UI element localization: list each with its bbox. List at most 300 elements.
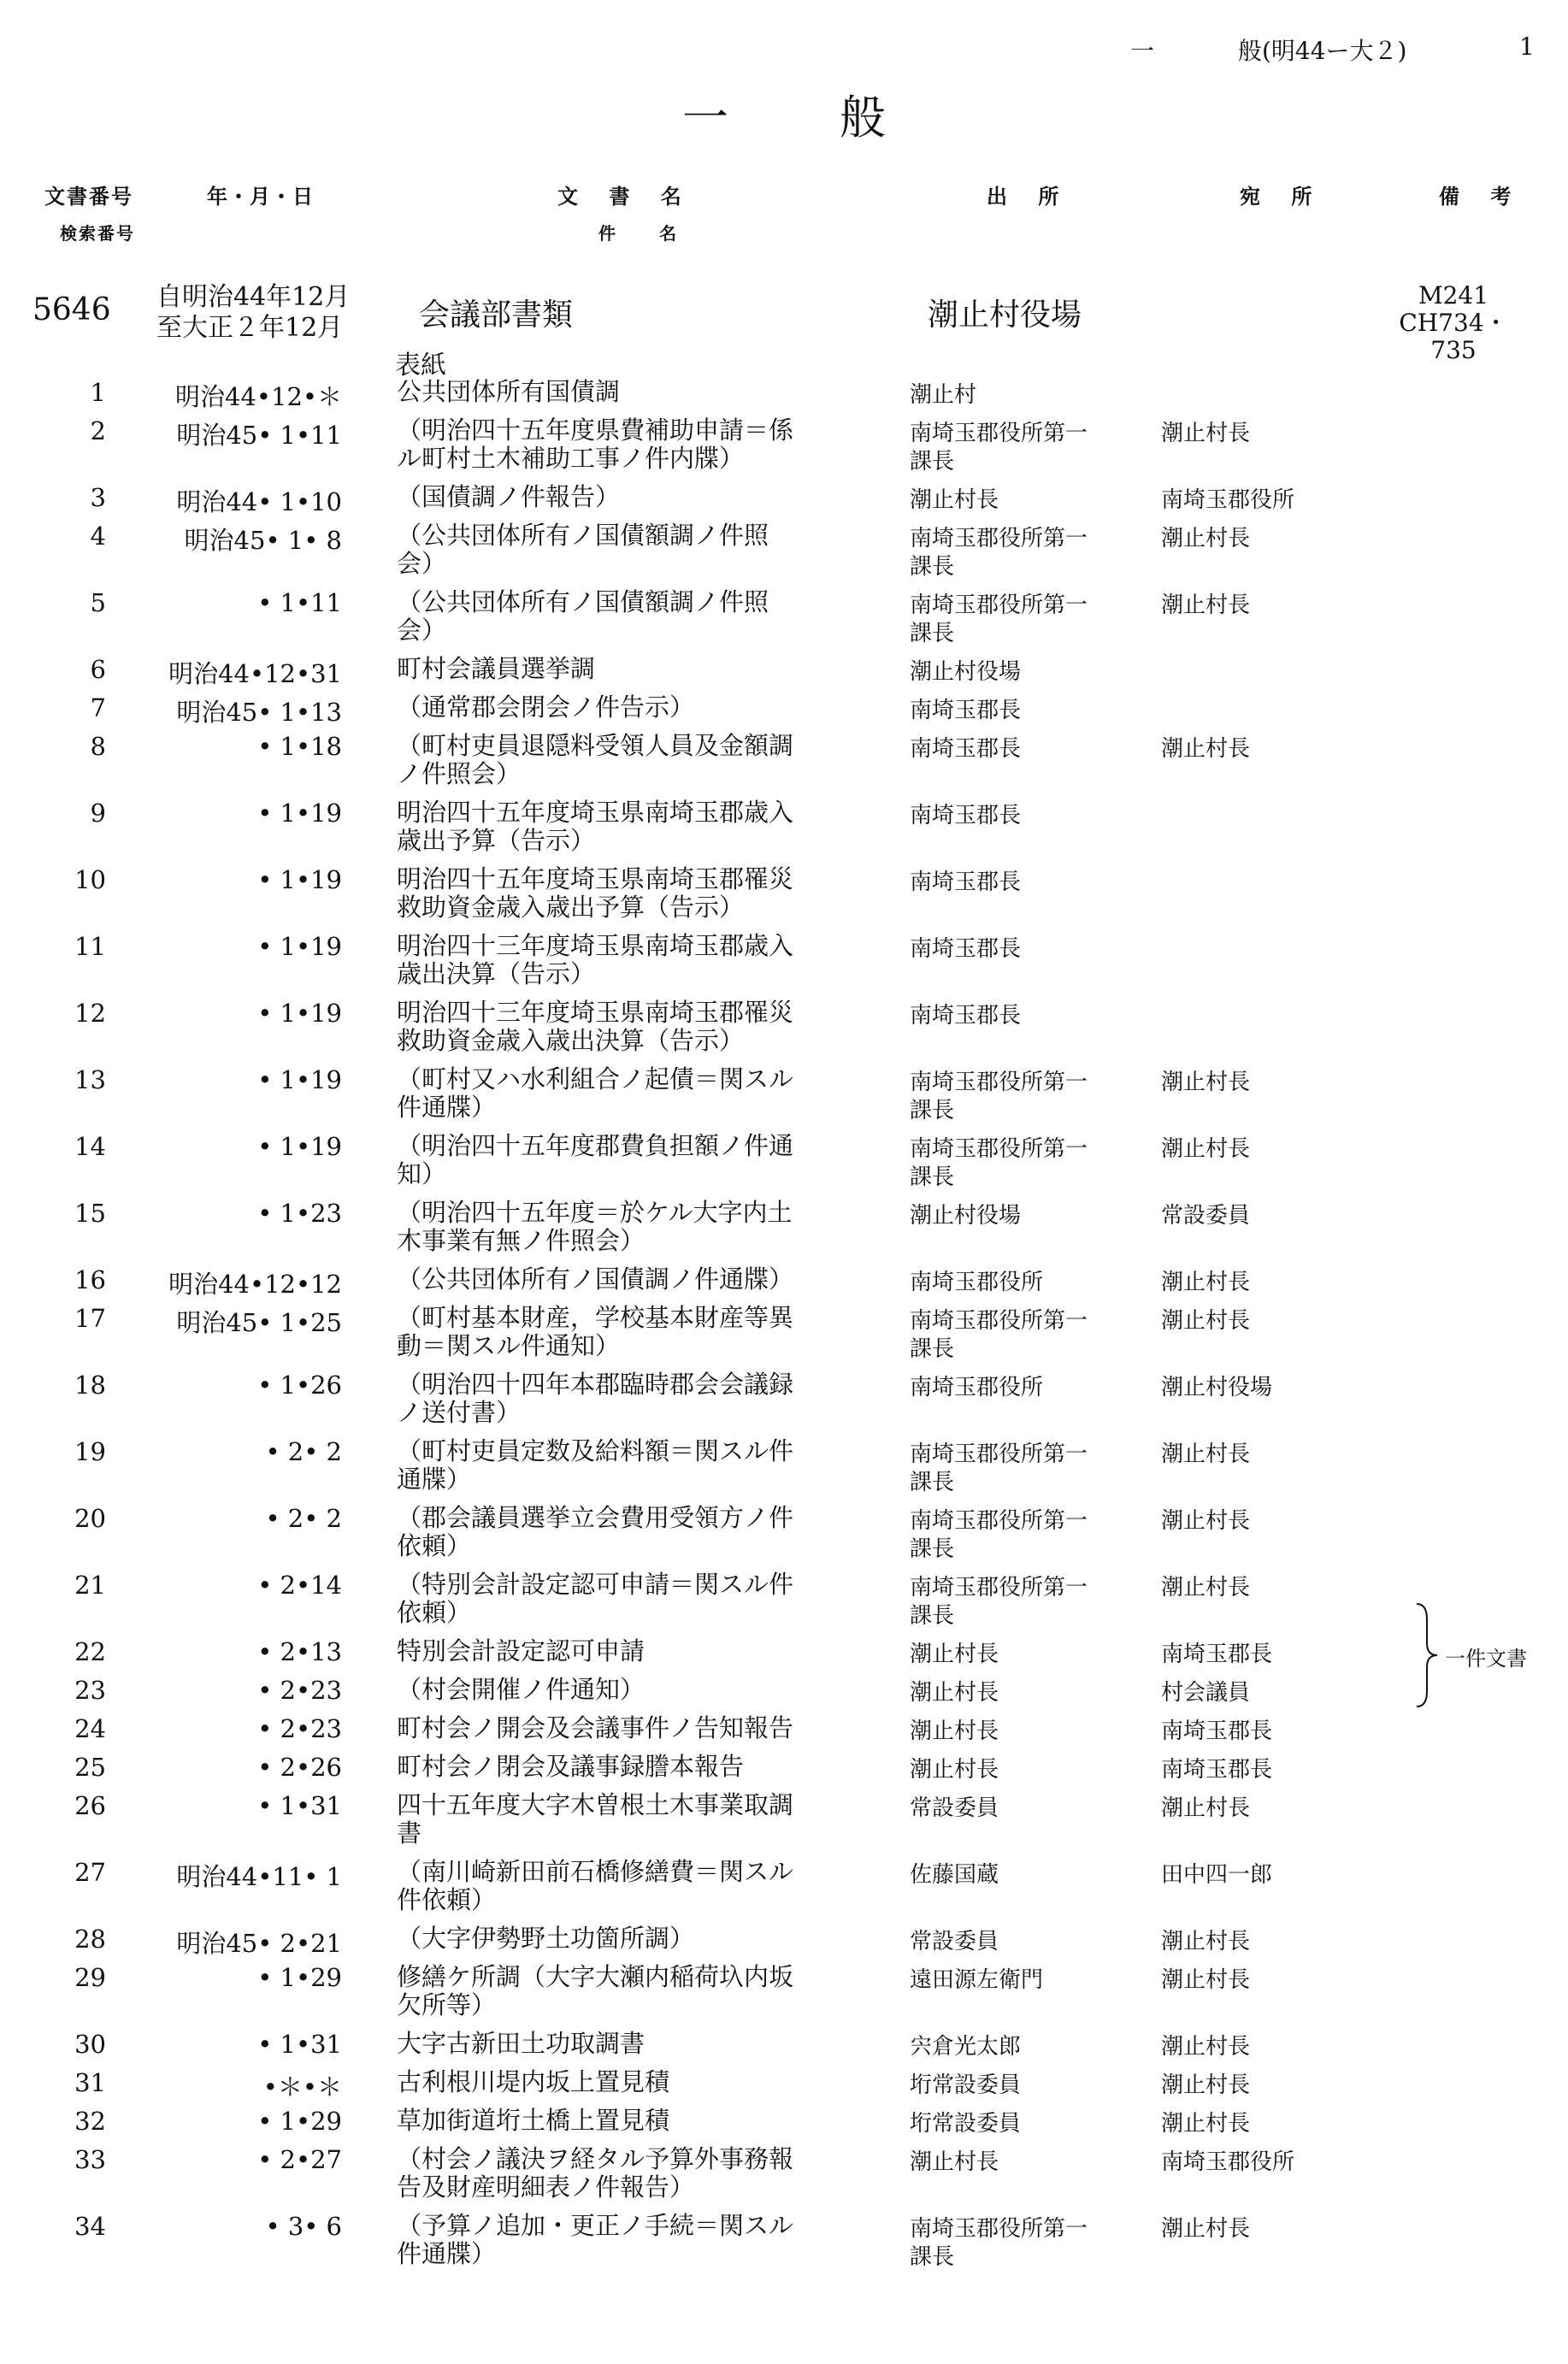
item-title xyxy=(397,2107,858,2135)
item-source xyxy=(910,935,1141,964)
item-source-line: 課長 xyxy=(910,449,955,475)
list-item xyxy=(0,2028,1568,2066)
item-title-line: 会） xyxy=(397,616,447,645)
item-source xyxy=(910,1795,1141,1823)
item-date: 明治44• 1•10 xyxy=(176,487,342,516)
list-item xyxy=(0,730,1568,797)
item-source xyxy=(910,697,1141,725)
item-title xyxy=(397,1925,858,1953)
item-source xyxy=(910,486,1141,515)
item-source-line: 南埼玉郡役所第一 xyxy=(910,2216,1088,2242)
item-source xyxy=(910,1718,1141,1746)
item-destination-line: 潮止村長 xyxy=(1161,736,1251,762)
item-source xyxy=(910,1507,1141,1564)
header-search-no: 検索番号 xyxy=(60,223,135,244)
item-title xyxy=(397,1304,858,1360)
list-item xyxy=(0,587,1568,653)
item-source-line: 佐藤国蔵 xyxy=(910,1862,999,1888)
item-destination xyxy=(1161,1861,1383,1889)
item-destination xyxy=(1161,1679,1383,1707)
list-item xyxy=(0,1923,1568,1961)
item-source-line: 南埼玉郡役所第一 xyxy=(910,1508,1088,1534)
item-destination-line: 潮止村長 xyxy=(1161,1508,1251,1534)
item-source xyxy=(910,1928,1141,1956)
item-title-line: （町村又ハ水利組合ノ起債＝関スル xyxy=(397,1064,794,1094)
header-destination: 宛 所 xyxy=(1240,185,1324,209)
page-number: 1 xyxy=(1519,32,1535,61)
running-head xyxy=(0,26,1568,68)
item-destination-line: 村会議員 xyxy=(1161,1680,1251,1706)
item-list xyxy=(0,376,1568,2277)
item-title-line: （町村基本財産，学校基本財産等異 xyxy=(397,1303,794,1332)
item-number: 3 xyxy=(90,483,106,512)
item-title xyxy=(397,1371,858,1427)
item-number: 31 xyxy=(74,2068,106,2097)
item-source xyxy=(910,869,1141,897)
item-destination xyxy=(1161,1928,1383,1956)
item-source xyxy=(910,1002,1141,1030)
item-title xyxy=(397,693,858,722)
item-destination-line: 潮止村長 xyxy=(1161,1270,1251,1295)
item-number: 34 xyxy=(74,2212,106,2241)
item-number: 17 xyxy=(74,1304,106,1333)
item-source xyxy=(910,1374,1141,1402)
item-number: 15 xyxy=(74,1199,106,1228)
item-date: 明治45• 1•25 xyxy=(176,1308,342,1337)
item-source-line: 課長 xyxy=(910,1536,955,1562)
item-title-line: （明治四十五年度県費補助申請＝係 xyxy=(397,416,794,445)
list-item xyxy=(0,692,1568,730)
item-number: 32 xyxy=(74,2107,106,2136)
item-title xyxy=(397,1676,858,1704)
item-source-line: 南埼玉郡長 xyxy=(910,936,1022,962)
item-title-line: 公共団体所有国債調 xyxy=(397,377,621,406)
item-source-line: 潮止村 xyxy=(910,382,977,408)
main-record-source: 潮止村役場 xyxy=(928,298,1082,333)
item-title xyxy=(397,1132,858,1188)
list-item xyxy=(0,997,1568,1064)
list-item xyxy=(0,797,1568,864)
item-title xyxy=(397,1714,858,1742)
main-date-from: 自明治44年12月 xyxy=(156,282,351,312)
item-destination-line: 潮止村長 xyxy=(1161,421,1251,446)
item-title xyxy=(397,416,858,473)
item-source-line: 南埼玉郡役所第一 xyxy=(910,1308,1088,1334)
item-source xyxy=(910,525,1141,581)
item-title-line: （特別会計設定認可申請＝関スル件 xyxy=(397,1570,794,1599)
item-destination-line: 南埼玉郡役所 xyxy=(1161,487,1295,513)
list-item xyxy=(0,1789,1568,1856)
item-destination-line: 潮止村長 xyxy=(1161,1795,1251,1821)
item-date: • 1•19 xyxy=(257,1065,342,1094)
list-item xyxy=(0,1369,1568,1435)
item-title-line: （村会開催ノ件通知） xyxy=(397,1675,645,1704)
item-date: 明治45• 1•11 xyxy=(176,421,342,450)
item-title-line: （公共団体所有ノ国債調ノ件通牒） xyxy=(397,1265,794,1294)
list-item xyxy=(0,1856,1568,1923)
item-title-line: 依頼） xyxy=(397,1531,472,1560)
main-remark-2: CH734・735 xyxy=(1399,309,1508,364)
main-record-remarks xyxy=(1376,282,1530,364)
list-item xyxy=(0,2105,1568,2143)
item-date: 明治44•12•＊ xyxy=(174,382,342,411)
item-title xyxy=(397,1065,858,1122)
item-source-line: 潮止村長 xyxy=(910,1757,999,1783)
list-item xyxy=(0,520,1568,587)
list-item xyxy=(0,1569,1568,1636)
item-title xyxy=(397,522,858,578)
list-item xyxy=(0,1961,1568,2028)
item-source xyxy=(910,1861,1141,1889)
item-source-line: 常設委員 xyxy=(910,1795,999,1821)
header-remarks: 備 考 xyxy=(1439,185,1524,209)
item-date: • 2•23 xyxy=(257,1714,342,1743)
item-number: 2 xyxy=(90,416,106,445)
item-title-line: （郡会議員選挙立会費用受領方ノ件 xyxy=(397,1503,794,1532)
list-item xyxy=(0,1674,1568,1713)
item-title-line: 件依頼） xyxy=(397,1885,497,1914)
item-source xyxy=(910,2149,1141,2177)
item-title-line: 特別会計設定認可申請 xyxy=(397,1636,645,1665)
header-source: 出 所 xyxy=(987,185,1071,209)
item-source-line: 課長 xyxy=(910,1164,955,1190)
item-title xyxy=(397,1753,858,1781)
item-source-line: 南埼玉郡役所第一 xyxy=(910,1575,1088,1601)
item-source xyxy=(910,1756,1141,1784)
main-record-name: 会議部書類 xyxy=(419,298,574,333)
item-destination-line: 潮止村長 xyxy=(1161,1967,1251,1993)
item-source xyxy=(910,381,1141,410)
item-title-line: 古利根川堤内坂上置見積 xyxy=(397,2067,670,2096)
item-source-line: 南埼玉郡役所第一 xyxy=(910,592,1088,618)
item-destination-line: 潮止村長 xyxy=(1161,2034,1251,2060)
list-item xyxy=(0,930,1568,997)
item-date: • 2•26 xyxy=(257,1753,342,1782)
item-title-line: 会） xyxy=(397,549,447,578)
item-source-line: 南埼玉郡長 xyxy=(910,736,1022,762)
list-item xyxy=(0,1130,1568,1197)
page-title: 一般 xyxy=(682,91,997,144)
list-item xyxy=(0,1502,1568,1569)
item-number: 22 xyxy=(74,1637,106,1666)
item-number: 25 xyxy=(74,1753,106,1782)
item-source-line: 潮止村長 xyxy=(910,2149,999,2175)
item-source-line: 潮止村長 xyxy=(910,1680,999,1706)
item-date: 明治45• 1• 8 xyxy=(184,526,342,555)
item-source-line: 課長 xyxy=(910,2244,955,2270)
item-source-line: 課長 xyxy=(910,621,955,646)
item-title xyxy=(397,1571,858,1627)
item-source-line: 潮止村役場 xyxy=(910,1203,1022,1229)
item-title xyxy=(397,1963,858,2019)
item-number: 9 xyxy=(90,799,106,828)
item-title xyxy=(397,1791,858,1848)
item-source-line: 課長 xyxy=(910,1470,955,1495)
item-source-line: 南埼玉郡長 xyxy=(910,870,1022,895)
item-source-line: 南埼玉郡長 xyxy=(910,698,1022,723)
item-date: • 1•19 xyxy=(257,865,342,894)
item-title xyxy=(397,1637,858,1665)
item-source-line: 南埼玉郡長 xyxy=(910,803,1022,828)
item-source xyxy=(910,1069,1141,1125)
item-title-line: （南川崎新田前石橋修繕費＝関スル xyxy=(397,1857,794,1886)
item-date: 明治45• 1•13 xyxy=(176,698,342,727)
item-destination-line: 南埼玉郡役所 xyxy=(1161,2149,1295,2175)
item-destination xyxy=(1161,1307,1383,1335)
item-title xyxy=(397,2145,858,2202)
item-number: 33 xyxy=(74,2145,106,2174)
list-item xyxy=(0,1713,1568,1751)
item-title xyxy=(397,865,858,922)
item-source-line: 南埼玉郡役所 xyxy=(910,1375,1044,1400)
item-destination-line: 潮止村長 xyxy=(1161,1575,1251,1601)
item-destination-line: 潮止村長 xyxy=(1161,2111,1251,2137)
item-destination xyxy=(1161,2072,1383,2100)
item-title-line: 大字古新田土功取調書 xyxy=(397,2029,645,2058)
item-date: • 1•18 xyxy=(257,732,342,761)
item-destination-line: 潮止村長 xyxy=(1161,1308,1251,1334)
item-title-line: 町村会ノ閉会及議事録謄本報告 xyxy=(397,1752,745,1781)
item-title-line: （国債調ノ件報告） xyxy=(397,482,621,511)
item-destination xyxy=(1161,2033,1383,2061)
item-destination xyxy=(1161,1374,1383,1402)
item-source xyxy=(910,802,1141,830)
item-date: •＊•＊ xyxy=(262,2072,342,2102)
item-number: 8 xyxy=(90,732,106,761)
item-title xyxy=(397,2068,858,2096)
main-remark-1: M241 xyxy=(1418,281,1489,310)
item-number: 10 xyxy=(74,865,106,894)
item-source xyxy=(910,1574,1141,1630)
item-source-line: 南埼玉郡役所第一 xyxy=(910,421,1088,446)
list-item xyxy=(0,2210,1568,2277)
item-date: • 2•14 xyxy=(257,1571,342,1600)
item-destination xyxy=(1161,2110,1383,2138)
item-number: 11 xyxy=(74,932,106,961)
item-destination-line: 常設委員 xyxy=(1161,1203,1251,1229)
item-title-line: 歳出決算（告示） xyxy=(397,959,596,988)
item-title-line: （村会ノ議決ヲ経タル予算外事務報 xyxy=(397,2144,794,2173)
item-title-line: 木事業有無ノ件照会） xyxy=(397,1226,645,1255)
item-title xyxy=(397,378,858,406)
item-destination xyxy=(1161,1202,1383,1230)
item-number: 1 xyxy=(90,378,106,407)
item-source-line: 南埼玉郡役所 xyxy=(910,1270,1044,1295)
item-title-line: （通常郡会閉会ノ件告示） xyxy=(397,693,695,722)
cover-label: 表紙 xyxy=(395,351,446,380)
item-source-line: 潮止村長 xyxy=(910,1642,999,1667)
item-number: 23 xyxy=(74,1676,106,1705)
item-title-line: 町村会ノ開会及会議事件ノ告知報告 xyxy=(397,1713,794,1742)
main-date-to: 至大正２年12月 xyxy=(156,313,344,343)
item-title-line: 明治四十五年度埼玉県南埼玉郡罹災 xyxy=(397,864,794,893)
item-source xyxy=(910,592,1141,648)
item-source xyxy=(910,2072,1141,2100)
list-item xyxy=(0,2143,1568,2210)
item-number: 19 xyxy=(74,1437,106,1466)
item-date: • 1•19 xyxy=(257,799,342,828)
item-title-line: 通牒） xyxy=(397,1465,472,1494)
item-destination xyxy=(1161,2215,1383,2243)
item-date: • 1•29 xyxy=(257,1963,342,1992)
item-source xyxy=(910,2215,1141,2272)
item-destination xyxy=(1161,525,1383,553)
item-title-line: 町村会議員選挙調 xyxy=(397,654,596,683)
item-source-line: 垳常設委員 xyxy=(910,2072,1022,2098)
list-item xyxy=(0,1264,1568,1302)
item-destination xyxy=(1161,2149,1383,2177)
item-destination-line: 南埼玉郡長 xyxy=(1161,1642,1273,1667)
item-title-line: 明治四十三年度埼玉県南埼玉郡罹災 xyxy=(397,998,794,1027)
item-title-line: （町村吏員退隠料受領人員及金額調 xyxy=(397,731,794,760)
item-number: 20 xyxy=(74,1504,106,1533)
item-source xyxy=(910,1202,1141,1230)
item-date: • 2• 2 xyxy=(265,1437,342,1466)
item-title xyxy=(397,1504,858,1560)
item-title xyxy=(397,655,858,683)
item-source-line: 南埼玉郡役所第一 xyxy=(910,1136,1088,1162)
brace-note: 一件文書 xyxy=(1445,1647,1527,1671)
item-date: 明治44•12•31 xyxy=(168,659,342,688)
item-source-line: 潮止村長 xyxy=(910,1718,999,1744)
item-source xyxy=(910,420,1141,476)
item-number: 12 xyxy=(74,999,106,1028)
item-destination xyxy=(1161,420,1383,448)
item-number: 26 xyxy=(74,1791,106,1820)
item-title-line: （明治四十四年本郡臨時郡会会議録 xyxy=(397,1370,794,1399)
item-title xyxy=(397,588,858,645)
item-number: 28 xyxy=(74,1925,106,1954)
item-number: 27 xyxy=(74,1858,106,1887)
item-title-line: （大字伊勢野土功箇所調） xyxy=(397,1924,695,1953)
item-number: 6 xyxy=(90,655,106,684)
item-destination-line: 南埼玉郡長 xyxy=(1161,1757,1273,1783)
main-record-dates xyxy=(156,282,350,344)
item-title xyxy=(397,732,858,788)
item-source-line: 課長 xyxy=(910,1098,955,1123)
item-destination-line: 田中四一郎 xyxy=(1161,1862,1273,1888)
item-title-line: 明治四十三年度埼玉県南埼玉郡歳入 xyxy=(397,931,794,960)
item-source-line: 遠田源左衛門 xyxy=(910,1967,1044,1993)
list-item xyxy=(0,864,1568,930)
item-date: • 1•19 xyxy=(257,1132,342,1161)
item-source-line: 課長 xyxy=(910,554,955,580)
item-title xyxy=(397,1199,858,1255)
list-item xyxy=(0,376,1568,415)
item-destination xyxy=(1161,592,1383,620)
item-destination xyxy=(1161,1507,1383,1536)
list-item xyxy=(0,1636,1568,1674)
item-destination xyxy=(1161,1718,1383,1746)
item-title-line: （明治四十五年度郡費負担額ノ件通 xyxy=(397,1131,794,1160)
item-destination-line: 潮止村長 xyxy=(1161,1441,1251,1467)
item-title-line: 歳出予算（告示） xyxy=(397,826,596,855)
item-source-line: 課長 xyxy=(910,1603,955,1629)
item-destination-line: 潮止村長 xyxy=(1161,526,1251,551)
item-title xyxy=(397,2030,858,2058)
item-date: 明治45• 2•21 xyxy=(176,1929,342,1958)
item-title-line: ル町村土木補助工事ノ件内牒） xyxy=(397,444,745,473)
item-destination xyxy=(1161,735,1383,763)
item-destination-line: 潮止村長 xyxy=(1161,2072,1251,2098)
item-title-line: 救助資金歳入歳出予算（告示） xyxy=(397,893,745,922)
running-head-section: 般(明44ー大２) xyxy=(1238,37,1407,65)
item-title-line: 件通牒） xyxy=(397,2239,497,2268)
item-source-line: 常設委員 xyxy=(910,1929,999,1954)
item-number: 7 xyxy=(90,693,106,722)
item-number: 18 xyxy=(74,1371,106,1400)
item-date: • 2•27 xyxy=(257,2145,342,2174)
item-title xyxy=(397,483,858,511)
item-title-line: 依頼） xyxy=(397,1598,472,1627)
item-date: 明治44•12•12 xyxy=(168,1270,342,1299)
item-source xyxy=(910,658,1141,687)
item-date: • 2•13 xyxy=(257,1637,342,1666)
header-date: 年・月・日 xyxy=(207,185,314,209)
item-date: • 1•31 xyxy=(257,2030,342,2059)
list-item xyxy=(0,1302,1568,1369)
right-brace-icon xyxy=(1415,1602,1441,1708)
item-title-line: （公共団体所有ノ国債額調ノ件照 xyxy=(397,587,769,616)
item-title-line: ノ件照会） xyxy=(397,759,522,788)
item-source-line: 南埼玉郡役所第一 xyxy=(910,526,1088,551)
item-title xyxy=(397,799,858,855)
list-item xyxy=(0,1435,1568,1502)
item-date: • 2•23 xyxy=(257,1676,342,1705)
list-item xyxy=(0,1064,1568,1130)
item-title-line: 修繕ケ所調（大字大瀬内稲荷圦内坂 xyxy=(397,1962,794,1991)
item-title xyxy=(397,932,858,988)
item-date: • 1•26 xyxy=(257,1371,342,1400)
item-number: 4 xyxy=(90,522,106,551)
item-date: • 1•19 xyxy=(257,999,342,1028)
item-destination xyxy=(1161,486,1383,515)
list-item xyxy=(0,1751,1568,1789)
item-destination xyxy=(1161,1269,1383,1297)
item-destination-line: 潮止村長 xyxy=(1161,1070,1251,1095)
item-title-line: 告及財産明細表ノ件報告） xyxy=(397,2172,695,2202)
list-item xyxy=(0,415,1568,481)
item-source-line: 宍倉光太郎 xyxy=(910,2034,1022,2060)
item-title xyxy=(397,1265,858,1294)
list-item xyxy=(0,2066,1568,2105)
item-destination xyxy=(1161,1966,1383,1995)
header-doc-name: 文 書 名 xyxy=(557,185,693,209)
item-destination xyxy=(1161,1756,1383,1784)
item-number: 16 xyxy=(74,1265,106,1294)
header-item-name: 件 名 xyxy=(598,223,695,244)
item-title-line: （明治四十五年度＝於ケル大字内土 xyxy=(397,1198,793,1227)
item-title-line: 明治四十五年度埼玉県南埼玉郡歳入 xyxy=(397,798,794,827)
item-source xyxy=(910,2110,1141,2138)
item-number: 24 xyxy=(74,1714,106,1743)
list-item xyxy=(0,653,1568,692)
item-destination xyxy=(1161,1441,1383,1469)
item-source xyxy=(910,1679,1141,1707)
header-doc-no: 文書番号 xyxy=(44,185,133,209)
item-source-line: 垳常設委員 xyxy=(910,2111,1022,2137)
list-item xyxy=(0,1197,1568,1264)
item-title-line: 救助資金歳入歳出決算（告示） xyxy=(397,1026,745,1055)
item-title-line: 四十五年度大字木曽根土木事業取調 xyxy=(397,1790,794,1819)
item-title-line: 書 xyxy=(397,1819,422,1848)
item-title xyxy=(397,1437,858,1494)
item-date: 明治44•11• 1 xyxy=(176,1862,342,1891)
item-number: 29 xyxy=(74,1963,106,1992)
item-title xyxy=(397,1858,858,1914)
item-source-line: 南埼玉郡役所第一 xyxy=(910,1070,1088,1095)
item-destination-line: 潮止村長 xyxy=(1161,1136,1251,1162)
